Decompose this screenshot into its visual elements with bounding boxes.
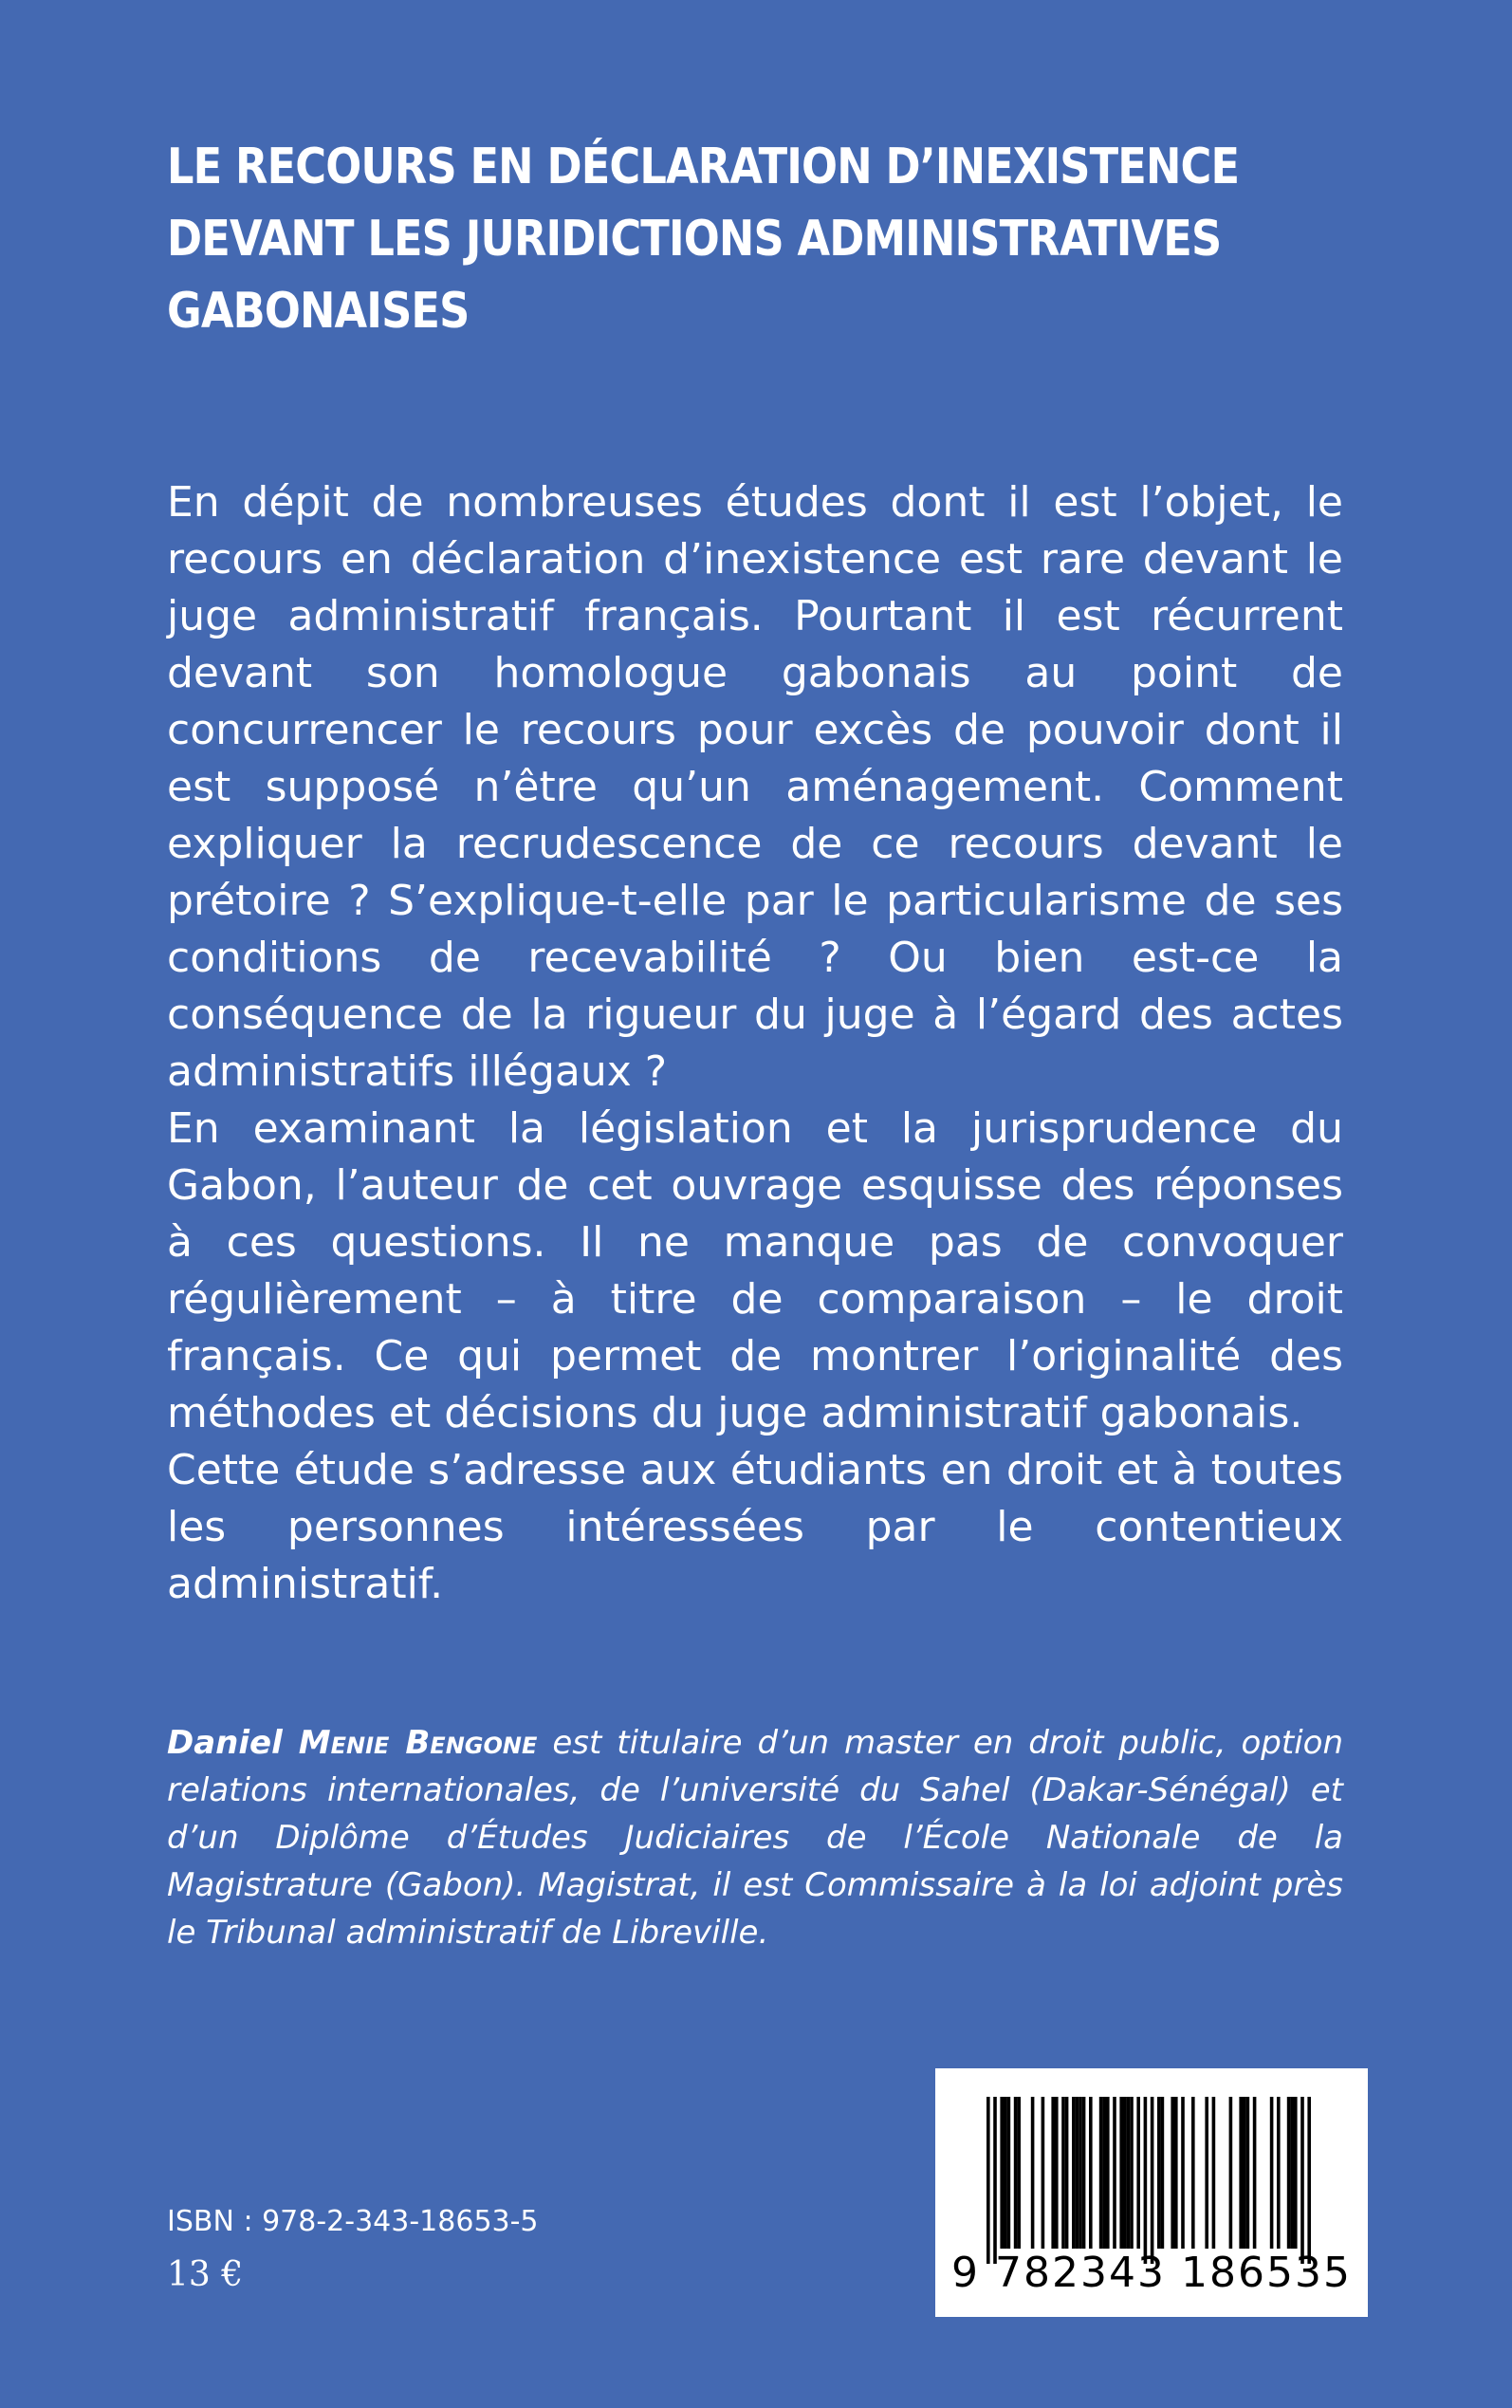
barcode-bar: [1051, 2097, 1055, 2249]
barcode-bar: [1017, 2097, 1021, 2249]
barcode-bar: [1171, 2097, 1174, 2249]
barcode-bar: [1076, 2097, 1079, 2249]
barcode-digits: 9 782343 186535: [951, 2249, 1352, 2297]
barcode-bar: [1239, 2097, 1243, 2249]
barcode-bar: [1243, 2097, 1246, 2249]
barcode-bar: [1007, 2097, 1011, 2249]
barcode-bar: [1082, 2097, 1086, 2249]
title-line-1: LE RECOURS EN DÉCLARATION D’INEXISTENCE: [167, 139, 1240, 195]
barcode-bar: [1061, 2097, 1065, 2249]
barcode-guard-bar: [986, 2097, 990, 2264]
barcode-bar: [1079, 2097, 1082, 2249]
barcode-bar: [1161, 2097, 1165, 2249]
barcode-bar: [1072, 2097, 1076, 2249]
author-bio-text: est titulaire d’un master en droit public, option relations internationales, de l’université du Sahel (Dakar-Sénégal) et d’un Diplôme d’Études Judiciaires de l’École Nationale de la Magistrature (Gabon). Magistrat, il est Commissaire à la loi adjoint près le Tribunal administratif de Libreville.: [167, 1724, 1343, 1952]
barcode-bar: [1123, 2097, 1127, 2249]
barcode-guard-bar: [1307, 2097, 1311, 2264]
author-bio: [167, 1719, 1343, 1956]
barcode-bar: [1099, 2097, 1103, 2249]
barcode-bar: [1157, 2097, 1161, 2249]
barcode-bar: [1277, 2097, 1281, 2249]
title-line-2: DEVANT LES JURIDICTIONS ADMINISTRATIVES: [167, 211, 1222, 268]
author-last-name: Menie Bengone: [298, 1724, 538, 1762]
barcode-bar: [1205, 2097, 1208, 2249]
barcode-bar: [1229, 2097, 1233, 2249]
barcode-bar: [1014, 2097, 1018, 2249]
barcode-bar: [1270, 2097, 1274, 2249]
barcode-bar: [1031, 2097, 1035, 2249]
barcode-bar: [1290, 2097, 1294, 2249]
barcode-bar: [1004, 2097, 1007, 2249]
barcode: [935, 2068, 1368, 2317]
summary-paragraph-1: En dépit de nombreuses études dont il est l’objet, le recours en déclaration d’inexistence est rare devant le juge administratif français. Pourtant il est récurrent devant son homologue gabonais au point de concurrencer le recours pour excès de pouvoir dont il est supposé n’être qu’un aménagement. Comment expliquer la recrudescence de ce recours devant le prétoire ? S’explique-t-elle par le particularisme de ses conditions de recevabilité ? Ou bien est-ce la conséquence de la rigueur du juge à l’égard des actes administratifs illégaux ?: [167, 478, 1343, 1096]
summary-paragraph-3: Cette étude s’adresse aux étudiants en droit et à toutes les personnes intéressées par le contentieux administratif.: [167, 1446, 1343, 1608]
barcode-bar: [1042, 2097, 1045, 2249]
barcode-guard-bar: [1151, 2097, 1154, 2264]
barcode-bar: [1000, 2097, 1004, 2249]
barcode-bar: [1181, 2097, 1185, 2249]
title-line-3: GABONAISES: [167, 283, 470, 340]
barcode-bar: [1136, 2097, 1140, 2249]
barcode-guard-bar: [1144, 2097, 1148, 2264]
book-summary: [167, 474, 1343, 1613]
barcode-guard-bar: [993, 2097, 997, 2264]
barcode-bar: [1212, 2097, 1216, 2249]
barcode-bar: [1130, 2097, 1134, 2249]
barcode-bar: [1113, 2097, 1116, 2249]
barcode-bar: [1287, 2097, 1291, 2249]
barcode-bar: [1246, 2097, 1250, 2249]
barcode-bar: [1102, 2097, 1106, 2249]
summary-paragraph-2: En examinant la législation et la jurisprudence du Gabon, l’auteur de cet ouvrage esquisse des réponses à ces questions. Il ne manque pas de convoquer régulièrement – à titre de comparaison – le droit français. Ce qui permet de montrer l’originalité des méthodes et décisions du juge administratif gabonais.: [167, 1104, 1343, 1437]
barcode-bar: [1191, 2097, 1195, 2249]
barcode-guard-bar: [1300, 2097, 1304, 2264]
barcode-bar: [1294, 2097, 1298, 2249]
author-first-name: Daniel: [167, 1724, 283, 1762]
barcode-bar: [1065, 2097, 1069, 2249]
barcode-bar: [1127, 2097, 1131, 2249]
barcode-bar: [1106, 2097, 1110, 2249]
barcode-bar: [1089, 2097, 1093, 2249]
barcode-bar: [1174, 2097, 1178, 2249]
book-title: [167, 131, 1358, 347]
isbn: ISBN : 978-2-343-18653-5: [167, 2205, 539, 2238]
barcode-bar: [1253, 2097, 1257, 2249]
barcode-bar: [1119, 2097, 1123, 2249]
barcode-bar: [1055, 2097, 1059, 2249]
price: 13 €: [167, 2255, 244, 2294]
author-name: [167, 1724, 537, 1762]
